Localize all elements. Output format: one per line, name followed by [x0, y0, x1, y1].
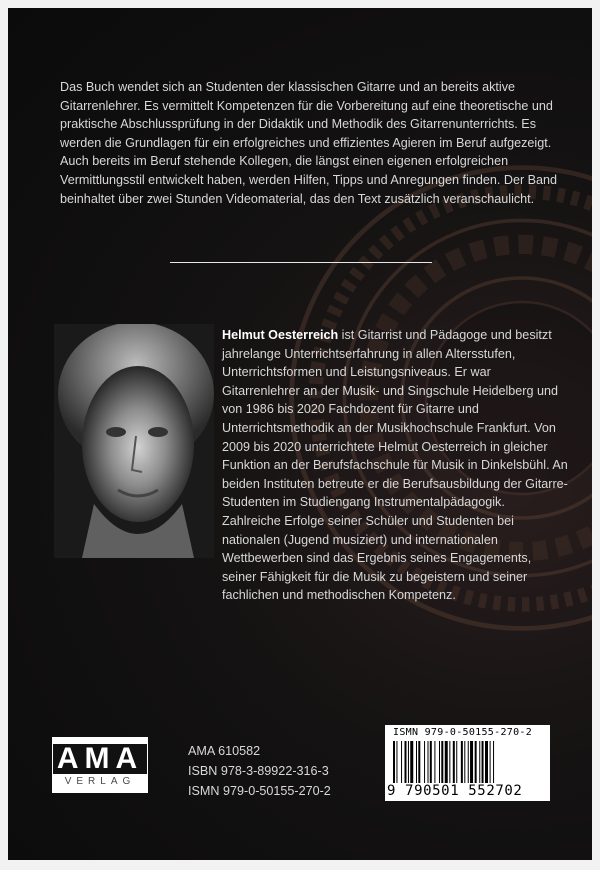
author-name: Helmut Oesterreich	[222, 328, 339, 342]
barcode-ismn-label: ISMN 979-0-50155-270-2	[393, 727, 533, 738]
ama-number: AMA 610582	[188, 744, 261, 758]
book-description: Das Buch wendet sich an Studenten der klassischen Gitarre und an bereits aktive Gitarrenlehrer. Es vermittelt Kompetenzen für die Vorbereitung auf eine theoretische und praktische Abschlussprüfung in der Didaktik und Methodik des Gitarrenunterrichts. Es werden die Grundlagen für ein erfolgreiches und effizientes Agieren im Beruf aufgezeigt. Auch bereits im Beruf stehende Kollegen, die längst einen eigenen erfolgreichen Vermittlungsstil entwickelt haben, werden Hilfen, Tipps und Anregungen finden. Der Band beinhaltet über zwei Stunden Videomaterial, das den Text zusätzlich veranschaulicht.	[60, 80, 558, 206]
author-bio-text: ist Gitarrist und Pädagoge und besitzt jahrelange Unterrichtserfahrung in allen Altersstufen, Unterrichtsformen und Leistungsniveaus. Er war Gitarrenlehrer an der Musik- und Singschule Heidelberg und von 1986 bis 2020 Fachdozent für Gitarre und Unterrichtsmethodik an der Musikhochschule Frankfurt. Von 2009 bis 2020 unterrichtete Helmut Oesterreich in gleicher Funktion an der Berufsfachschule für Musik in Dinkelsbühl. An beiden Instituten betreute er die Berufsausbildung der Gitarre-Studenten im Studiengang Instrumentalpädagogik.	[222, 328, 568, 510]
author-biography	[222, 326, 568, 605]
product-codes	[188, 741, 331, 801]
author-portrait	[54, 324, 214, 558]
author-bio-text-2: Zahlreiche Erfolge seiner Schüler und Studenten bei nationalen (Jugend musiziert) und internationalen Wettbewerben sind das Ergebnis seines Engagements, seiner Fähigkeit für die Musik zu begeistern und seiner fachlichen und methodischen Kompetenz.	[222, 513, 532, 603]
logo-word: AMA	[53, 744, 147, 774]
divider-line	[170, 262, 432, 263]
barcode	[385, 725, 550, 801]
ismn-number: ISMN 979-0-50155-270-2	[188, 784, 331, 798]
isbn-number: ISBN 978-3-89922-316-3	[188, 764, 329, 778]
barcode-bars	[393, 741, 543, 783]
barcode-digits: 9 790501 552702	[387, 783, 523, 799]
logo-subtitle: VERLAG	[64, 775, 136, 787]
ama-verlag-logo	[52, 737, 148, 793]
book-back-cover	[8, 8, 592, 860]
